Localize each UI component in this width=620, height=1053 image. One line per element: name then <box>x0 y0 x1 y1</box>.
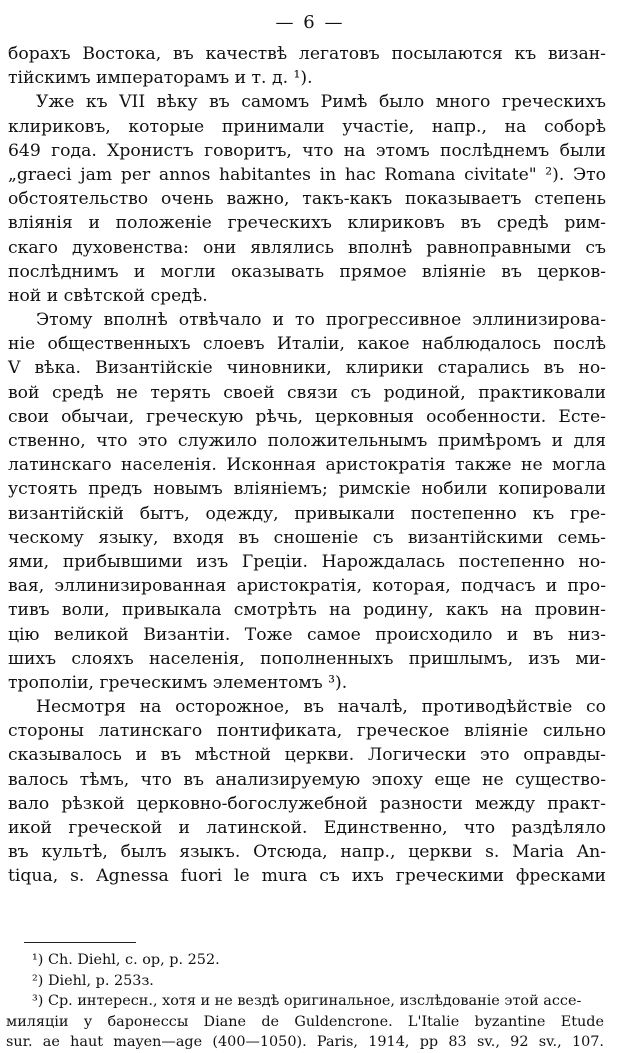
body-text <box>0 42 620 889</box>
footnote-divider <box>24 942 136 943</box>
text-line: ной и свѣтской средѣ. <box>8 285 208 306</box>
footnote-3-continuation: sur. ae haut mayen—age (400—1050). Paris, 1914, pp 83 sv., 92 sv., 107. <box>6 1034 604 1050</box>
text-line: Несмотря на осторожное, въ началѣ, противодѣйствіе со <box>36 697 606 718</box>
paragraph-2 <box>0 90 620 308</box>
footnote-3: ³) Ср. интересн., хотя и не вездѣ оригинальное, изслѣдованіе этой ассе- <box>32 993 582 1009</box>
text-line: tiqua, s. Agnessa fuori le mura съ ихъ греческими фресками <box>8 866 606 887</box>
text-line: клириковъ, которые принимали участіе, напр., на соборѣ <box>8 116 606 137</box>
text-line: ніе общественныхъ слоевъ Италіи, какое наблюдалось послѣ <box>8 334 606 355</box>
text-line: шихъ слояхъ населенія, пополненныхъ пришлымъ, изъ ми- <box>8 648 606 669</box>
text-line: латинскаго населенія. Исконная аристократія также не могла <box>8 455 606 476</box>
text-line: послѣднимъ и могли оказывать прямое вліяніе въ церков- <box>8 261 606 282</box>
text-line: борахъ Востока, въ качествѣ легатовъ посылаются къ визан- <box>8 44 606 64</box>
text-line: тійскимъ императорамъ и т. д. ¹). <box>8 68 313 89</box>
text-line: сказывалось и въ мѣстной церкви. Логически это оправды- <box>8 745 606 766</box>
footnote-2: ²) Diehl, p. 253з. <box>32 972 154 989</box>
paragraph-1 <box>0 42 620 90</box>
text-line: 649 года. Хронистъ говоритъ, что на этомъ послѣднемъ были <box>8 140 606 161</box>
text-line: ческому языку, входя въ сношеніе съ византійскими семь- <box>8 527 606 548</box>
text-line: обстоятельство очень важно, такъ-какъ показываетъ степень <box>8 189 606 210</box>
text-line: свои обычаи, греческую рѣчь, церковныя особенности. Есте- <box>8 406 606 427</box>
text-line: валось тѣмъ, что въ анализируемую эпоху еще не существо- <box>8 769 606 790</box>
footnotes <box>0 950 620 1053</box>
text-line: византійскій бытъ, одежду, привыкали постепенно къ гре- <box>8 503 606 524</box>
text-line: тивъ воли, привыкала смотрѣть на родину, какъ на провин- <box>8 600 606 621</box>
text-line: вая, эллинизированная аристократія, которая, подчасъ и про- <box>8 576 606 597</box>
paragraph-3 <box>0 308 620 695</box>
text-line: ями, прибывшими изъ Греціи. Нарождалась постепенно но- <box>8 551 606 572</box>
text-line: вой средѣ не терять своей связи съ родиной, практиковали <box>8 382 606 403</box>
text-line: стороны латинскаго понтификата, греческое вліяніе сильно <box>8 721 606 742</box>
text-line: въ культѣ, былъ языкъ. Отсюда, напр., церкви s. Maria An- <box>8 842 606 863</box>
text-line: трополіи, греческимъ элементомъ ³). <box>8 672 348 693</box>
footnote-1: ¹) Ch. Diehl, c. op, p. 252. <box>32 952 220 968</box>
text-line: Уже къ VII вѣку въ самомъ Римѣ было много греческихъ <box>36 92 606 113</box>
text-line: вало рѣзкой церковно-богослужебной разности между практ- <box>8 793 606 814</box>
text-line: устоять предъ новымъ вліяніемъ; римскіе нобили копировали <box>8 479 606 500</box>
text-line: ственно, что это служило положительнымъ примѣромъ и для <box>8 431 606 451</box>
text-line: „graeci jam per annos habitantes in hac Romana civitate" ²). Это <box>8 164 606 185</box>
text-line: икой греческой и латинской. Единственно, что раздѣляло <box>8 818 606 838</box>
text-line: вліянія и положеніе греческихъ клириковъ въ средѣ рим- <box>8 213 606 234</box>
text-line: V вѣка. Византійскіе чиновники, клирики старались въ но- <box>8 358 606 379</box>
page-number: — 6 — <box>275 12 345 33</box>
paragraph-4 <box>0 695 620 889</box>
text-line: Этому вполнѣ отвѣчало и то прогрессивное эллинизирова- <box>36 310 606 331</box>
text-line: цію великой Византіи. Тоже самое происходило и въ низ- <box>8 624 606 645</box>
footnote-3-continuation: миляціи у баронессы Diane de Guldencrone. L'Italie byzantine Etude <box>6 1013 604 1030</box>
text-line: скаго духовенства: они являлись вполнѣ равноправными съ <box>8 237 606 258</box>
